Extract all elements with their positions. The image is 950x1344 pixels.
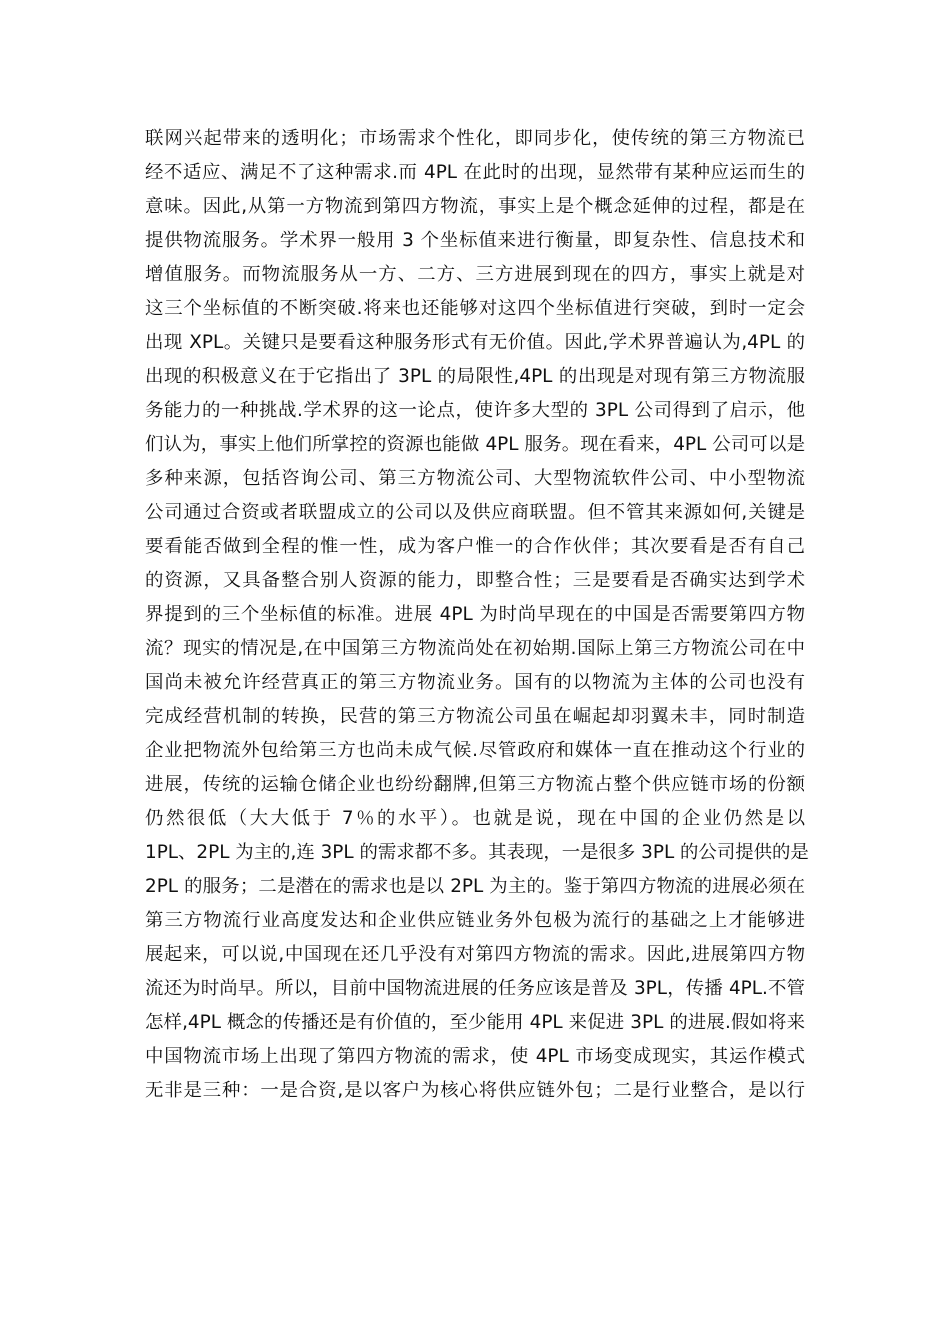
text-line: 完成经营机制的转换，民营的第三方物流公司虽在崛起却羽翼未丰，同时制造: [145, 706, 805, 727]
text-line: 出现 XPL。关键只是要看这种服务形式有无价值。因此,学术界普遍认为,4PL 的: [145, 332, 805, 353]
text-line: 意味。因此,从第一方物流到第四方物流，事实上是个概念延伸的过程，都是在: [145, 196, 805, 217]
text-line: 国尚未被允许经营真正的第三方物流业务。国有的以物流为主体的公司也没有: [145, 672, 805, 693]
text-line: 无非是三种：一是合资,是以客户为核心将供应链外包；二是行业整合，是以行: [145, 1080, 805, 1101]
text-line: 中国物流市场上出现了第四方物流的需求，使 4PL 市场变成现实，其运作模式: [145, 1046, 805, 1067]
text-line: 进展，传统的运输仓储企业也纷纷翻牌,但第三方物流占整个供应链市场的份额: [145, 774, 805, 795]
text-line: 企业把物流外包给第三方也尚未成气候.尽管政府和媒体一直在推动这个行业的: [145, 740, 805, 761]
text-line: 的资源，又具备整合别人资源的能力，即整合性；三是要看是否确实达到学术: [145, 570, 805, 591]
text-line: 仍然很低（大大低于 7％的水平）。也就是说，现在中国的企业仍然是以: [145, 808, 805, 829]
text-line: 经不适应、满足不了这种需求.而 4PL 在此时的出现，显然带有某种应运而生的: [145, 162, 805, 183]
text-line: 第三方物流行业高度发达和企业供应链业务外包极为流行的基础之上才能够进: [145, 910, 805, 931]
text-line: 流还为时尚早。所以，目前中国物流进展的任务应该是普及 3PL，传播 4PL.不管: [145, 978, 805, 999]
text-line: 流？现实的情况是,在中国第三方物流尚处在初始期.国际上第三方物流公司在中: [145, 638, 805, 659]
text-line: 多种来源，包括咨询公司、第三方物流公司、大型物流软件公司、中小型物流: [145, 468, 805, 489]
text-line: 们认为，事实上他们所掌控的资源也能做 4PL 服务。现在看来，4PL 公司可以是: [145, 434, 805, 455]
text-line: 2PL 的服务；二是潜在的需求也是以 2PL 为主的。鉴于第四方物流的进展必须在: [145, 876, 805, 897]
text-line: 提供物流服务。学术界一般用 3 个坐标值来进行衡量，即复杂性、信息技术和: [145, 230, 805, 251]
text-line: 公司通过合资或者联盟成立的公司以及供应商联盟。但不管其来源如何,关键是: [145, 502, 805, 523]
text-line: 出现的积极意义在于它指出了 3PL 的局限性,4PL 的出现是对现有第三方物流服: [145, 366, 805, 387]
body-text: [145, 122, 809, 1108]
text-line: 1PL、2PL 为主的,连 3PL 的需求都不多。其表现，一是很多 3PL 的公司提供的是: [145, 842, 809, 863]
text-line: 要看能否做到全程的惟一性，成为客户惟一的合作伙伴；其次要看是否有自己: [145, 536, 805, 557]
text-line: 这三个坐标值的不断突破.将来也还能够对这四个坐标值进行突破，到时一定会: [145, 298, 805, 319]
text-line: 界提到的三个坐标值的标准。进展 4PL 为时尚早现在的中国是否需要第四方物: [145, 604, 805, 625]
text-line: 增值服务。而物流服务从一方、二方、三方进展到现在的四方，事实上就是对: [145, 264, 805, 285]
text-line: 务能力的一种挑战.学术界的这一论点，使许多大型的 3PL 公司得到了启示，他: [145, 400, 805, 421]
text-line: 联网兴起带来的透明化；市场需求个性化，即同步化，使传统的第三方物流已: [145, 128, 805, 149]
text-line: 怎样,4PL 概念的传播还是有价值的，至少能用 4PL 来促进 3PL 的进展.假如将来: [145, 1012, 805, 1033]
text-line: 展起来，可以说,中国现在还几乎没有对第四方物流的需求。因此,进展第四方物: [145, 944, 805, 965]
